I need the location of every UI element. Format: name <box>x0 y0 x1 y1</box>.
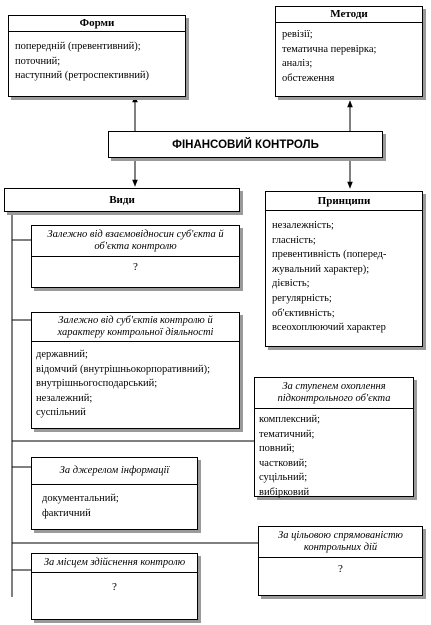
list-item: документальний; <box>42 493 119 504</box>
group-list <box>32 342 239 423</box>
group-title: За цільовою спрямованістю контрольних дій <box>259 527 422 558</box>
list-item: незалежний; <box>36 392 93 404</box>
list-item: відомчий (внутрішньокорпоративний); <box>36 363 211 375</box>
list-item: попередній (превентивний); <box>15 41 141 52</box>
types-group-purpose <box>258 526 423 596</box>
list-item: дієвість; <box>272 278 310 290</box>
methods-header: Методи <box>276 7 422 23</box>
list-item: незалежність; <box>272 220 334 231</box>
list-item: наступний (ретроспективний) <box>15 70 150 82</box>
forms-header: Форми <box>9 16 185 32</box>
list-item: об'єктивність; <box>272 307 335 319</box>
group-title: Залежно від взаємовідносин суб'єкта й об'єкта контролю <box>32 226 239 257</box>
principles-box <box>265 191 423 347</box>
group-title: За джерелом інформації <box>32 458 197 485</box>
list-item: частковий; <box>259 457 308 469</box>
list-item: вибірковий <box>259 486 310 498</box>
list-item: фактичний <box>42 507 91 519</box>
types-group-source <box>31 457 198 530</box>
forms-box <box>8 15 186 97</box>
types-box <box>4 188 240 212</box>
types-group-relations <box>31 225 240 288</box>
types-group-subjects <box>31 312 240 429</box>
list-item: суцільний; <box>259 472 308 484</box>
list-item: жувальний характер); <box>272 263 370 275</box>
diagram-title: ФІНАНСОВИЙ КОНТРОЛЬ <box>108 131 383 158</box>
group-placeholder: ? <box>338 563 343 575</box>
list-item: державний; <box>36 349 88 360</box>
list-item: суспільний <box>36 407 86 419</box>
list-item: повний; <box>259 443 295 455</box>
list-item: аналіз; <box>282 58 313 70</box>
list-item: гласність; <box>272 234 316 246</box>
list-item: тематичний; <box>259 428 315 440</box>
list-item: поточний; <box>15 55 61 67</box>
list-item: ревізії; <box>282 29 313 40</box>
group-title: Залежно від суб'єктів контролю й характеру контрольної діяльності <box>32 313 239 342</box>
group-list <box>32 485 197 523</box>
methods-box <box>275 6 423 97</box>
principles-list <box>266 211 422 338</box>
methods-list <box>276 23 422 88</box>
list-item: регулярність; <box>272 292 332 304</box>
group-title: За місцем здійснення контролю <box>32 554 197 573</box>
list-item: обстеження <box>282 72 335 84</box>
forms-list <box>9 32 185 86</box>
group-title: За ступенем охоплення підконтрольного об'єкта <box>255 378 413 409</box>
types-header: Види <box>109 194 135 206</box>
list-item: внутрішньогосподарський; <box>36 378 158 390</box>
types-group-place <box>31 553 198 620</box>
list-item: всеохоплюючий характер <box>272 322 386 334</box>
principles-header: Принципи <box>266 192 422 211</box>
types-group-coverage <box>254 377 414 497</box>
group-placeholder: ? <box>112 581 117 593</box>
list-item: комплексний; <box>259 414 321 425</box>
group-placeholder: ? <box>133 261 138 273</box>
list-item: превентивність (поперед- <box>272 249 387 261</box>
list-item: тематична перевірка; <box>282 43 377 55</box>
group-list <box>255 409 413 503</box>
